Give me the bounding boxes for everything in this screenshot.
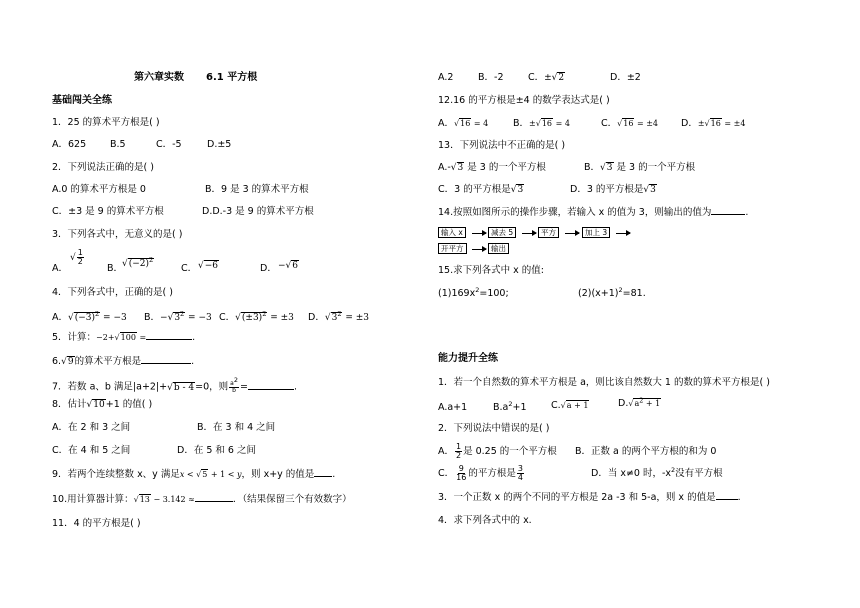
q6-line: 6.√9的算术平方根是 . (52, 356, 195, 367)
flow-box-plus3: 加上 3 (582, 227, 610, 238)
q13-option-b: B．√3 是 3 的一个平方根 (584, 162, 696, 173)
q15-stem: 15.求下列各式中 x 的值: (438, 265, 544, 276)
flow-box-minus5: 减去 5 (488, 227, 516, 238)
q1-option-d: D.±5 (207, 139, 232, 150)
r3-line: 3．一个正数 x 的两个不同的平方根是 2a -3 和 5-a，则 x 的值是 . (438, 492, 741, 503)
section-basic: 基础闯关全练 (52, 95, 112, 106)
q9-line: 9．若两个连续整数 x、y 满足x < √5 + 1 < y，则 x+y 的值是 . (52, 469, 336, 480)
q10-line: 10.用计算器计算：√13 − 3.142 ≈ ．（结果保留三个有效数字） (52, 494, 352, 505)
q15-part2: $(2)(x+1)^2=81$. (578, 285, 646, 299)
flow-box-square: 平方 (538, 227, 559, 238)
q11-option-a: A.2 (438, 72, 454, 83)
r2-option-a: A． $\frac{1}{2}$ 是 0.25 的一个平方根 (438, 442, 557, 460)
q1-option-b: B.5 (110, 139, 126, 150)
q1-option-a: A．625 (52, 139, 87, 150)
q7-line: 7．若数 a、b 满足|a+2|+√b - 4=0，则 $\frac{a^2}{b}$ = . (52, 376, 297, 394)
q3-expr-b: $√(-2)^2$ (122, 256, 154, 269)
q5-line: 5．计算：−2+√100 = . (52, 332, 196, 343)
q4-option-c: C．$√(\pm 3)^2 = \pm 3$ (219, 310, 294, 323)
q12-option-a: A．√16 = 4 (438, 118, 489, 129)
flow-box-sqrt: 开平方 (438, 243, 467, 254)
q2-option-c: C．±3 是 9 的算术平方根 (52, 206, 164, 217)
q3-option-a: A． (52, 263, 68, 274)
q3-stem: 3．下列各式中，无意义的是( ) (52, 229, 183, 240)
q3-expr-d: −√6 (278, 261, 299, 271)
q3-option-c: C． (181, 263, 198, 274)
q2-option-a: A.0 的算术平方根是 0 (52, 184, 146, 195)
flow-arrow (616, 233, 630, 234)
flow-arrow (472, 249, 486, 250)
q4-option-b: B．$-√3^2 = -3$ (144, 310, 212, 323)
q11-option-d: D．±2 (610, 72, 641, 83)
flow-arrow (565, 233, 579, 234)
q3-option-b: B． (107, 263, 124, 274)
q13-option-a: A.-√3 是 3 的一个平方根 (438, 162, 546, 173)
q11-stem: 11．4 的平方根是( ) (52, 518, 141, 529)
q11-option-c: C．±√2 (528, 72, 565, 83)
q3-option-d: D． (260, 263, 277, 274)
r2-option-d: D．当 x≠0 时，$-x^2$没有平方根 (591, 465, 723, 479)
q12-stem: 12.16 的平方根是±4 的数学表达式是( ) (438, 95, 610, 106)
r2-option-c: C． $\frac{9}{16}$ 的平方根是 $\frac{3}{4}$ (438, 464, 523, 482)
q8-option-b: B．在 3 和 4 之间 (197, 422, 276, 433)
q12-option-d: D．±√16 = ±4 (681, 118, 746, 129)
q13-stem: 13．下列说法中不正确的是( ) (438, 140, 566, 151)
q2-option-d: D.D.-3 是 9 的算术平方根 (202, 206, 314, 217)
q11-option-b: B．-2 (478, 72, 504, 83)
q1-stem: 1．25 的算术平方根是( ) (52, 117, 160, 128)
q8-option-a: A．在 2 和 3 之间 (52, 422, 131, 433)
flow-arrow (522, 233, 536, 234)
q2-option-b: B．9 是 3 的算术平方根 (205, 184, 309, 195)
q4-option-a: A．$√(-3)^2 = -3$ (52, 310, 127, 323)
q12-option-b: B．±√16 = 4 (513, 118, 570, 129)
q8-option-d: D．在 5 和 6 之间 (177, 445, 256, 456)
flow-box-input: 输入 x (438, 227, 466, 238)
r1-stem: 1．若一个自然数的算术平方根是 a，则比该自然数大 1 的数的算术平方根是( ) (438, 377, 770, 388)
q14-stem: 14.按照如图所示的操作步骤，若输入 x 的值为 3，则输出的值为 . (438, 207, 749, 218)
q1-option-c: C．-5 (156, 139, 182, 150)
q13-option-c: C．3 的平方根是√3 (438, 184, 524, 195)
q8-line: 8．估计√10+1 的值( ) (52, 399, 153, 410)
q14-flowchart (438, 225, 668, 255)
r4-stem: 4．求下列各式中的 x. (438, 515, 532, 526)
q12-option-c: C．√16 = ±4 (601, 118, 659, 129)
q3-expr-a: √ $\frac{1}{2}$ (70, 248, 83, 266)
q8-option-c: C．在 4 和 5 之间 (52, 445, 131, 456)
chapter-title: 第六章实数 6.1 平方根 (134, 72, 258, 83)
r1-option-c: C.√a + 1 (551, 400, 589, 411)
flow-box-output: 输出 (488, 243, 509, 254)
q15-part1: $(1)169x^2=100$; (438, 285, 509, 299)
q4-stem: 4．下列各式中，正确的是( ) (52, 287, 173, 298)
flow-arrow (472, 233, 486, 234)
q2-stem: 2．下列说法正确的是( ) (52, 162, 154, 173)
section-advanced: 能力提升全练 (438, 353, 498, 364)
r2-option-b: B．正数 a 的两个平方根的和为 0 (575, 446, 717, 457)
q4-option-d: D．$√3^2 = \pm 3$ (308, 310, 369, 323)
q13-option-d: D．3 的平方根是√3 (570, 184, 656, 195)
r1-option-d: $D.√a^2 + 1$ (618, 396, 661, 409)
r1-option-a: A.a+1 (438, 402, 468, 413)
q3-expr-c: √−6 (198, 261, 219, 271)
r2-stem: 2．下列说法中错误的是( ) (438, 423, 550, 434)
r1-option-b: $B.a^2+1$ (493, 399, 527, 413)
